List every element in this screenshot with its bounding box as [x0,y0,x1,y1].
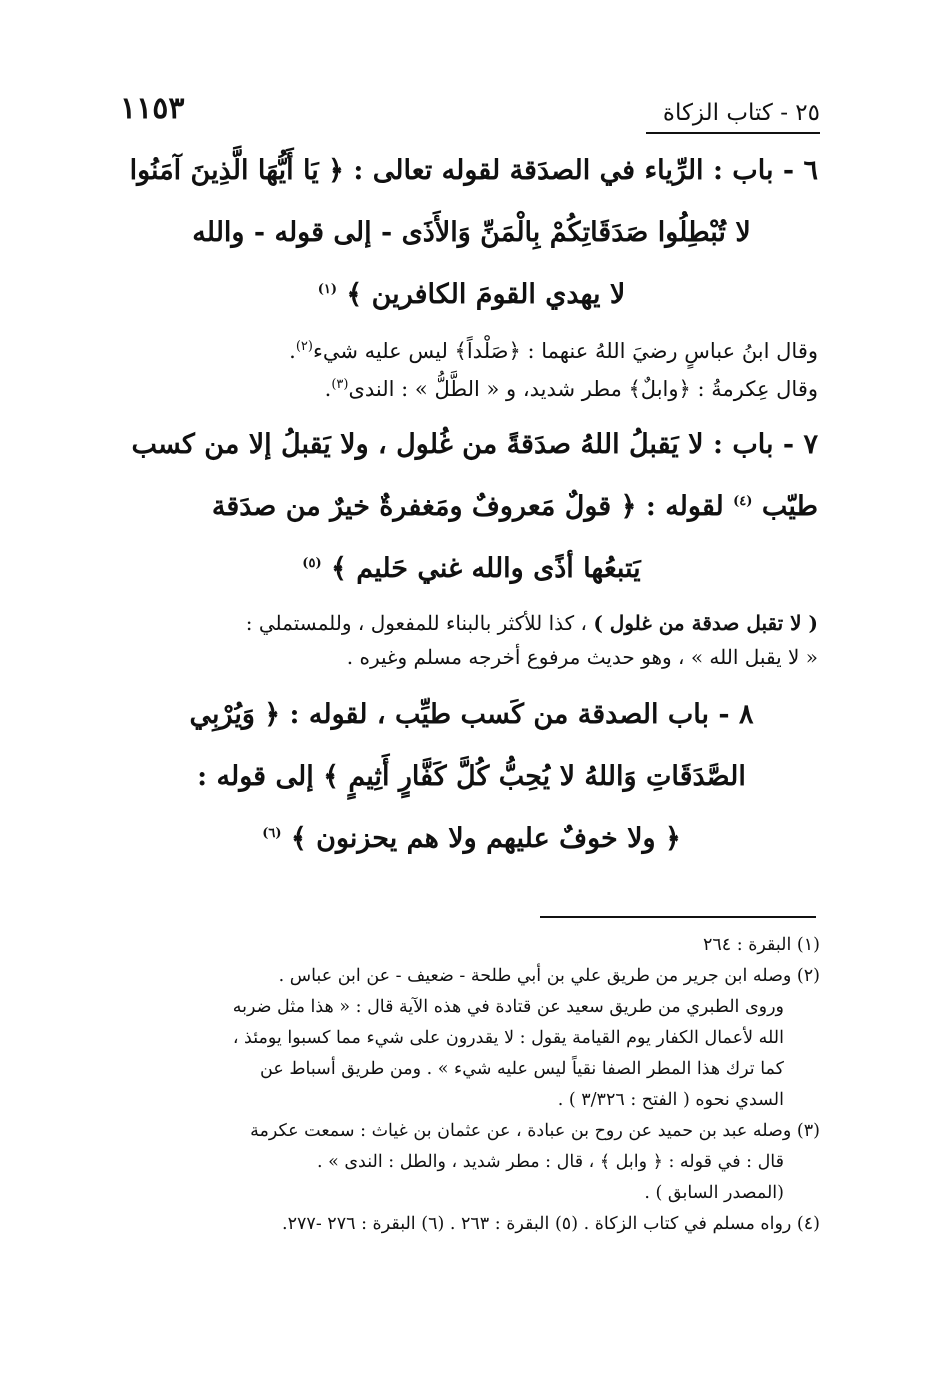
chapter-7-line: ٧ - باب : لا يَقبلُ اللهُ صدَقةً من غُلول ، ولا يَقبلُ إلا من كسب [131,429,818,460]
commentary-text: ، كذا للأكثر بالبناء للمفعول ، وللمستملي : [245,611,588,635]
commentary-line: « لا يقبل الله » ، وهو حديث مرفوع أخرجه مسلم وغيره . [346,645,818,669]
chapter-8-line [125,808,818,870]
paragraph-end: . [289,339,296,363]
chapter-6-line: ٦ - باب : الرِّياء في الصدَقة لقوله تعالى : ﴿ يَا أَيُّهَا الَّذِينَ آمَنُوا [129,155,818,186]
footnote-4-5-6 [126,1209,820,1240]
footnote-3 [126,1116,820,1209]
commentary-paragraph [125,606,818,674]
chapter-7-line [125,476,818,538]
main-text [125,140,818,870]
paragraph-line [125,332,818,370]
footnote-line: (المصدر السابق ) . [644,1183,784,1203]
paragraph-line [125,370,818,408]
chapter-7-heading [125,414,818,600]
page-header [120,86,820,126]
footnote-1 [126,930,820,961]
paragraph-text: وقال ابنُ عباسٍ رضيَ اللهُ عنهما : ﴿صَلْداً﴾ ليس عليه شيء [312,339,818,363]
footnote-line: (٣) وصله عبد بن حميد عن روح بن عبادة ، عن عثمان بن غياث : سمعت عكرمة [250,1121,820,1141]
chapter-7-line-text: لقوله : ﴿ قولٌ مَعروفٌ ومَغفرةٌ خيرٌ من صدَقة [211,491,724,522]
footnote-line: السدي نحوه ( الفتح : ٣/٣٢٦ ) . [557,1090,784,1110]
footnotes [126,930,820,1240]
footnote-ref: (٦) [262,826,282,841]
footnote-line: وروى الطبري من طريق سعيد عن قتادة في هذه الآية قال : « هذا مثل ضربه [232,997,784,1017]
ibn-abbas-paragraph [125,332,818,408]
footnote-ref: (٥) [302,556,322,571]
chapter-7-line-text: يَتبعُها أذًى والله غني حَليم ﴾ [331,553,641,584]
chapter-6-line [125,264,818,326]
paragraph-end: . [324,377,332,401]
paragraph-text: وقال عِكرمةُ : ﴿وابلٌ﴾ مطر شديد، و « الطَّلُّ » : الندى [348,377,818,401]
footnote-ref: (٣) [331,377,349,392]
chapter-8-line: الصَّدَقَاتِ وَاللهُ لا يُحِبُّ كُلَّ كَفَّارٍ أَثِيمٍ ﴾ إلى قوله : [197,761,746,792]
page-number: ١١٥٣ [120,91,185,126]
chapter-8-line-text: ﴿ ولا خوفٌ عليهم ولا هم يحزنون ﴾ [290,823,681,854]
footnote-ref: (٤) [733,494,753,509]
header-rule [646,132,820,134]
footnote-separator [540,916,816,918]
footnote-line: كما ترك هذا المطر الصفا نقياً ليس عليه شيء » . ومن طريق أسباط عن [260,1059,784,1079]
chapter-6-heading [125,140,818,326]
chapter-6-line-text: لا يهدي القومَ الكافرين ﴾ [346,279,626,310]
footnote-line: (٢) وصله ابن جرير من طريق علي بن أبي طلحة - ضعيف - عن ابن عباس . [278,966,820,986]
chapter-7-line [125,538,818,600]
footnote-line: (١) البقرة : ٢٦٤ [702,935,820,955]
footnote-line: الله لأعمال الكفار يوم القيامة يقول : لا يقدرون على شيء مما كسبوا يومئذ ، [232,1028,784,1048]
chapter-8-heading [125,684,818,870]
running-head: ٢٥ - كتاب الزكاة [662,100,820,126]
commentary-lemma: ( لا تقبل صدقة من غلول ) [593,611,818,635]
chapter-8-line: ٨ - باب الصدقة من كَسب طيِّب ، لقوله : ﴿ وَيُرْبِي [189,699,754,730]
footnote-line: (٤) رواه مسلم في كتاب الزكاة . (٥) البقرة : ٢٦٣ . (٦) البقرة : ٢٧٦ -٢٧٧. [282,1214,820,1234]
footnote-line: قال : في قوله : ﴿ وابل ﴾ ، قال : مطر شديد ، والطل : الندى » . [316,1152,784,1172]
footnote-ref: (٢) [295,339,313,354]
chapter-6-line: لا تُبْطِلُوا صَدَقَاتِكُمْ بِالْمَنِّ وَالأَذَى - إلى قوله - والله [192,217,751,248]
footnote-2 [126,961,820,1116]
chapter-7-word: طيّب [761,491,818,522]
footnote-ref: (١) [317,282,337,297]
commentary-line [125,606,818,640]
